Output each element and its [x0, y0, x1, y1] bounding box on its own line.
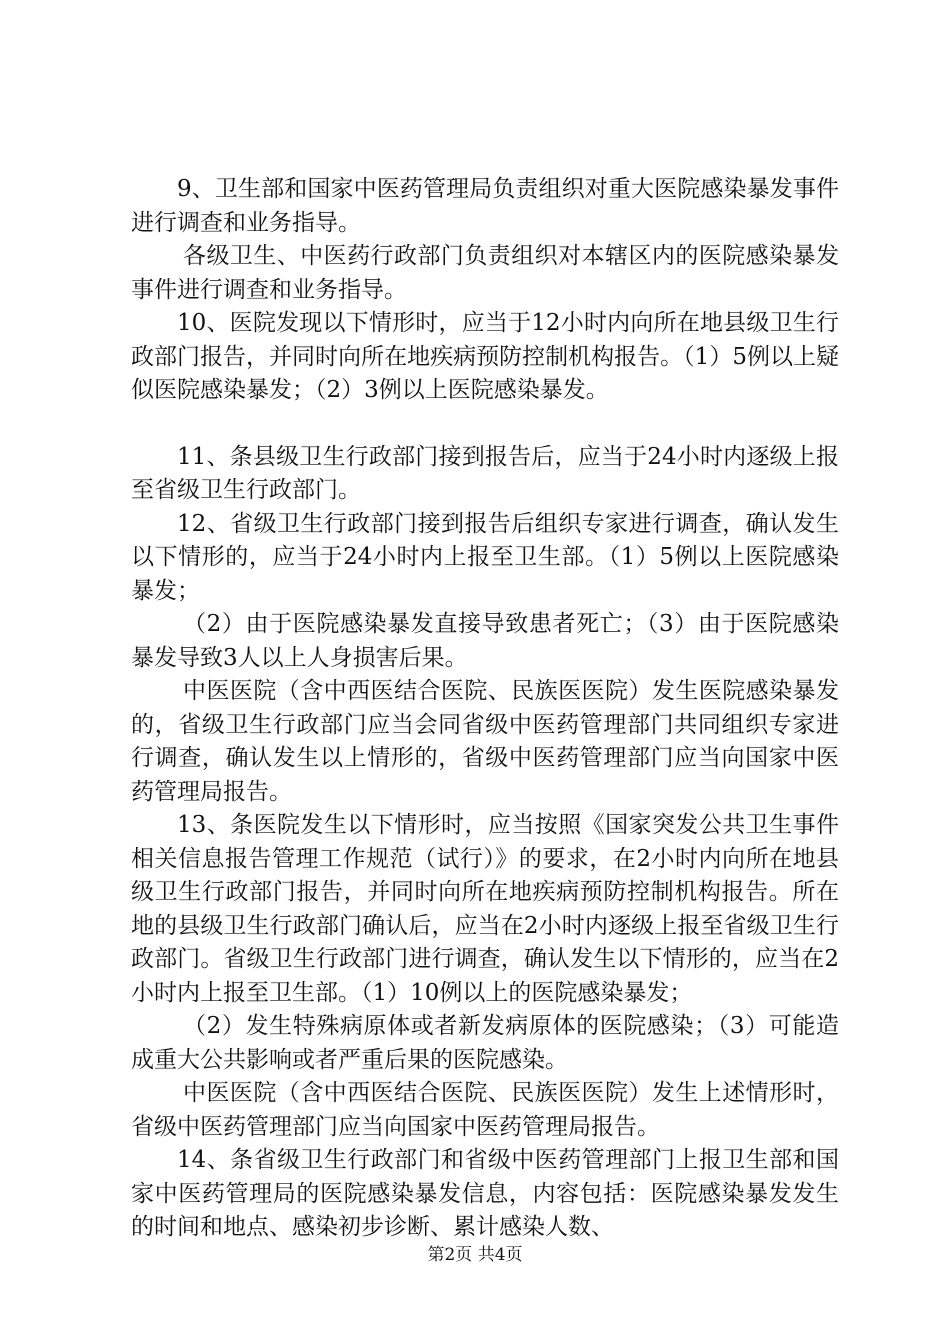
paragraph-13-sub: （2）发生特殊病原体或者新发病原体的医院感染；（3）可能造成重大公共影响或者严重后果的医院感染。: [131, 1013, 839, 1073]
paragraph-9-sub: 各级卫生、中医药行政部门负责组织对本辖区内的医院感染暴发事件进行调查和业务指导。: [131, 243, 839, 303]
paragraph-13: 13、条医院发生以下情形时，应当按照《国家突发公共卫生事件相关信息报告管理工作规范（试行）》的要求，在2小时内向所在地县级卫生行政部门报告，并同时向所在地疾病预防控制机构报告。所在地的县级卫生行政部门确认后，应当在2小时内逐级上报至省级卫生行政部门。省级卫生行政部门进行调查，确认发生以下情形的，应当在2小时内上报至卫生部。（1）10例以上的医院感染暴发；: [131, 812, 839, 1006]
paragraph-9: 9、卫生部和国家中医药管理局负责组织对重大医院感染暴发事件进行调查和业务指导。: [131, 176, 839, 236]
paragraph-10: 10、医院发现以下情形时，应当于12小时内向所在地县级卫生行政部门报告，并同时向所在地疾病预防控制机构报告。（1）5例以上疑似医院感染暴发；（2）3例以上医院感染暴发。: [131, 310, 839, 403]
paragraph-12: 12、省级卫生行政部门接到报告后组织专家进行调查，确认发生以下情形的，应当于24小时内上报至卫生部。（1）5例以上医院感染暴发；: [131, 510, 839, 604]
paragraph-13-tcm: 中医医院（含中西医结合医院、民族医医院）发生上述情形时，省级中医药管理部门应当向国家中医药管理局报告。: [131, 1080, 839, 1140]
paragraph-11: 11、条县级卫生行政部门接到报告后，应当于24小时内逐级上报至省级卫生行政部门。: [131, 443, 839, 503]
page-footer: 第2页 共4页: [427, 1245, 523, 1265]
paragraph-12-tcm: 中医医院（含中西医结合医院、民族医医院）发生医院感染暴发的，省级卫生行政部门应当会同省级中医药管理部门共同组织专家进行调查，确认发生以上情形的，省级中医药管理部门应当向国家中医药管理局报告。: [131, 678, 839, 805]
paragraph-12-sub: （2）由于医院感染暴发直接导致患者死亡；（3）由于医院感染暴发导致3人以上人身损害后果。: [131, 611, 839, 671]
document-body: [131, 173, 839, 1245]
paragraph-14: 14、条省级卫生行政部门和省级中医药管理部门上报卫生部和国家中医药管理局的医院感染暴发信息，内容包括：医院感染暴发发生的时间和地点、感染初步诊断、累计感染人数、: [131, 1147, 839, 1240]
